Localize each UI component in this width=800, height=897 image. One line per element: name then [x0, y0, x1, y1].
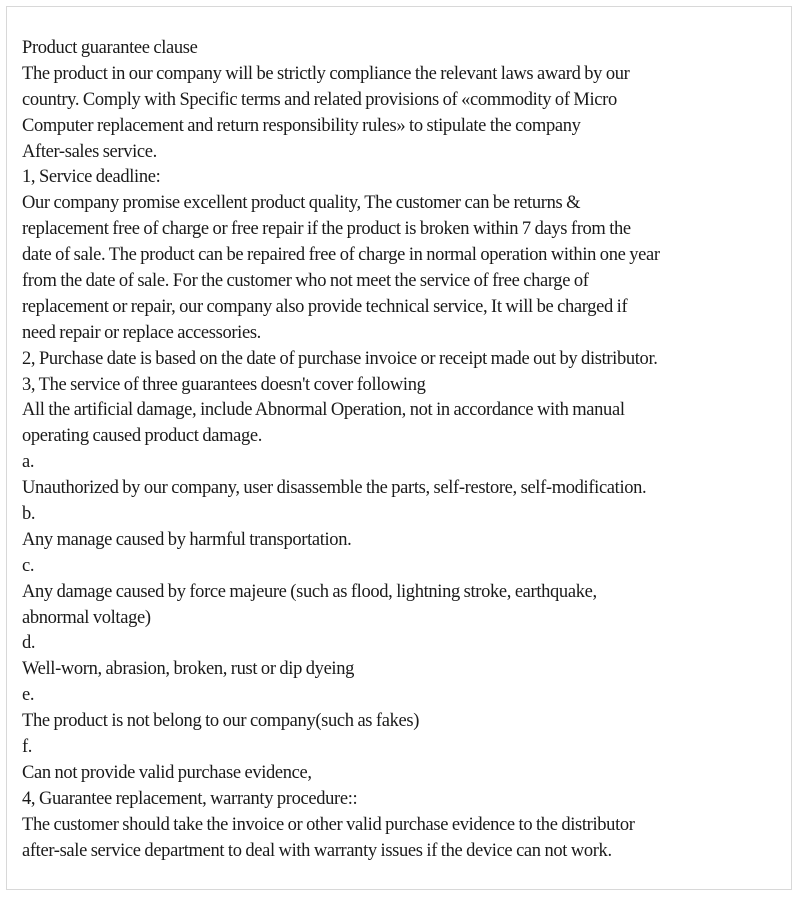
list-marker: b.	[22, 504, 36, 525]
section-heading: 1, Service deadline:	[22, 167, 161, 188]
doc-line: country. Comply with Specific terms and related provisions of «commodity of Micro	[22, 89, 617, 110]
doc-line: The product in our company will be strictly compliance the relevant laws award by our	[22, 63, 630, 84]
list-marker: c.	[22, 555, 35, 576]
list-marker: e.	[22, 685, 35, 706]
list-marker: a.	[22, 452, 35, 473]
list-item: Any damage caused by force majeure (such as flood, lightning stroke, earthquake,	[22, 581, 597, 602]
doc-line: After-sales service.	[22, 141, 157, 162]
list-item: Unauthorized by our company, user disassemble the parts, self-restore, self-modification.	[22, 478, 647, 499]
doc-line: Our company promise excellent product quality, The customer can be returns &	[22, 193, 581, 214]
doc-line: replacement free of charge or free repair if the product is broken within 7 days from the	[22, 219, 631, 240]
doc-title: Product guarantee clause	[22, 38, 198, 58]
list-marker: f.	[22, 737, 33, 758]
section-heading: 2, Purchase date is based on the date of purchase invoice or receipt made out by distributor.	[22, 348, 658, 369]
doc-line: All the artificial damage, include Abnormal Operation, not in accordance with manual	[22, 400, 625, 421]
doc-line: after-sale service department to deal with warranty issues if the device can not work.	[22, 840, 612, 861]
doc-line: replacement or repair, our company also provide technical service, It will be charged if	[22, 296, 628, 317]
doc-line: date of sale. The product can be repaired free of charge in normal operation within one year	[22, 245, 660, 266]
list-item: Any manage caused by harmful transportation.	[22, 529, 352, 550]
list-item: The product is not belong to our company(such as fakes)	[22, 711, 420, 732]
list-marker: d.	[22, 633, 36, 654]
list-item: Can not provide valid purchase evidence,	[22, 762, 312, 783]
doc-line: operating caused product damage.	[22, 426, 263, 447]
section-heading: 3, The service of three guarantees doesn't cover following	[22, 374, 426, 395]
doc-line: from the date of sale. For the customer who not meet the service of free charge of	[22, 271, 589, 292]
doc-line: The customer should take the invoice or other valid purchase evidence to the distributor	[22, 814, 635, 835]
doc-line: need repair or replace accessories.	[22, 322, 261, 343]
doc-line: Computer replacement and return responsibility rules» to stipulate the company	[22, 115, 581, 136]
guarantee-clause-document	[22, 36, 782, 865]
section-heading: 4, Guarantee replacement, warranty procedure::	[22, 788, 358, 809]
list-item: Well-worn, abrasion, broken, rust or dip dyeing	[22, 659, 355, 680]
list-item: abnormal voltage)	[22, 607, 151, 628]
